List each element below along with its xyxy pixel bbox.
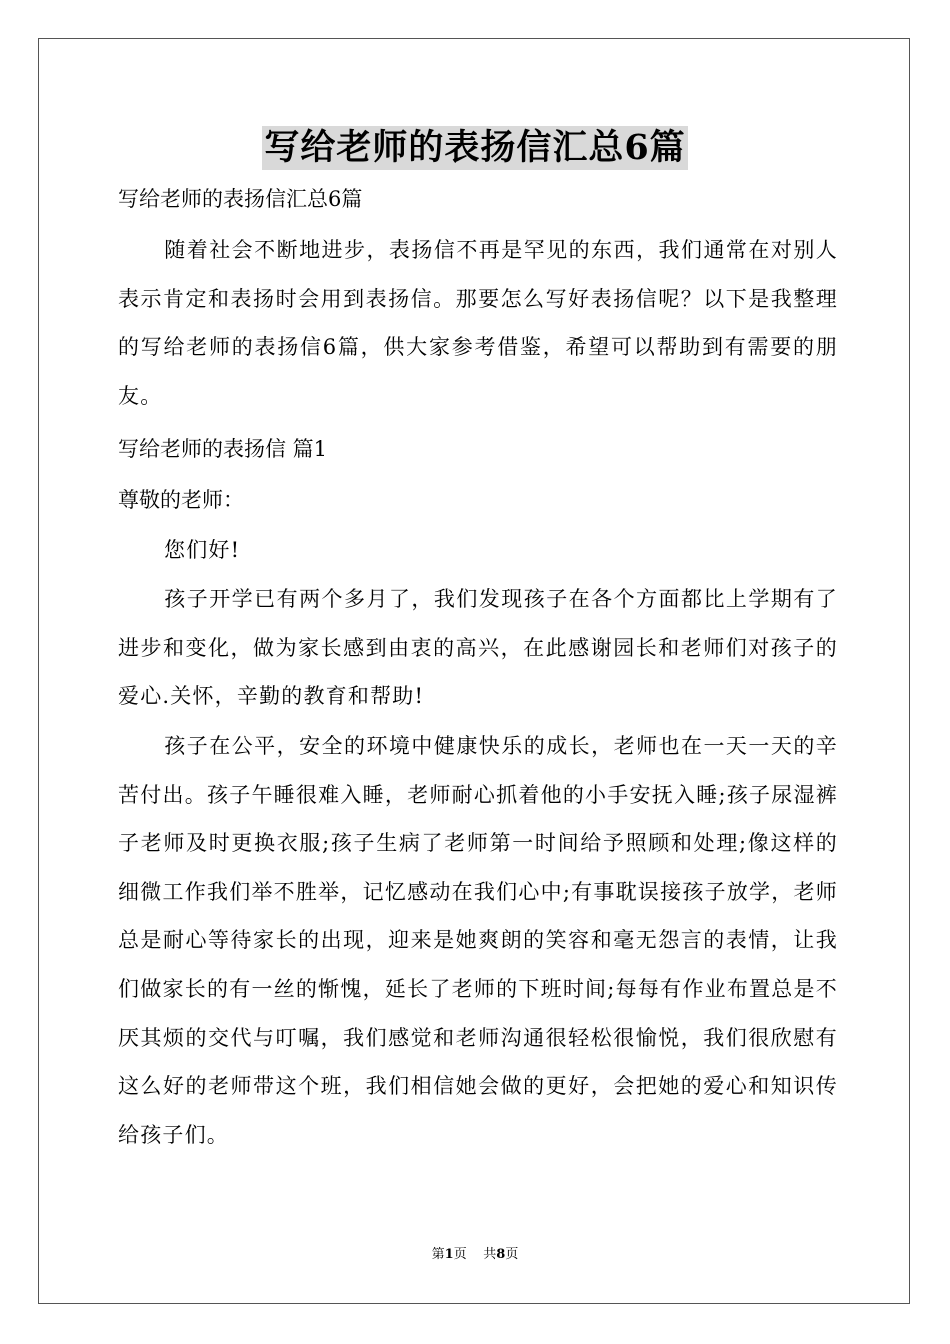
page-suffix: 页 (453, 1247, 467, 1262)
document-title: 写给老师的表扬信汇总6篇 (264, 127, 686, 168)
title-container (0, 126, 950, 170)
body-paragraph-1 (118, 575, 838, 721)
salutation: 尊敬的老师： (118, 488, 244, 512)
greeting-text: 您们好! (164, 538, 241, 562)
intro-paragraph (118, 226, 838, 420)
body-paragraph-1-text: 孩子开学已有两个多月了，我们发现孩子在各个方面都比上学期有了进步和变化，做为家长感到由衷的高兴，在此感谢园长和老师们对孩子的爱心.关怀，辛勤的教育和帮助! (118, 587, 838, 709)
greeting-paragraph (118, 526, 838, 575)
body-paragraph-2 (118, 722, 838, 1159)
section-heading: 写给老师的表扬信 篇1 (118, 437, 328, 461)
page-current: 1 (444, 1247, 454, 1262)
page-prefix: 第 (431, 1247, 445, 1262)
page-total: 8 (496, 1247, 506, 1262)
page-footer (0, 1246, 950, 1264)
total-suffix: 页 (505, 1247, 519, 1262)
body-paragraph-2-text: 孩子在公平，安全的环境中健康快乐的成长，老师也在一天一天的辛苦付出。孩子午睡很难入睡，老师耐心抓着他的小手安抚入睡;孩子尿湿裤子老师及时更换衣服;孩子生病了老师第一时间给予照顾和处理;像这样的细微工作我们举不胜举，记忆感动在我们心中;有事耽误接孩子放学，老师总是耐心等待家长的出现，迎来是她爽朗的笑容和毫无怨言的表情，让我们做家长的有一丝的惭愧，延长了老师的下班时间;每每有作业布置总是不厌其烦的交代与叮嘱，我们感觉和老师沟通很轻松很愉悦，我们很欣慰有这么好的老师带这个班，我们相信她会做的更好，会把她的爱心和知识传给孩子们。 (118, 734, 838, 1147)
intro-text: 随着社会不断地进步，表扬信不再是罕见的东西，我们通常在对别人表示肯定和表扬时会用到表扬信。那要怎么写好表扬信呢？以下是我整理的写给老师的表扬信6篇，供大家参考借鉴，希望可以帮助到有需要的朋友。 (118, 238, 838, 408)
document-subtitle: 写给老师的表扬信汇总6篇 (118, 187, 363, 211)
total-prefix: 共 (483, 1247, 497, 1262)
